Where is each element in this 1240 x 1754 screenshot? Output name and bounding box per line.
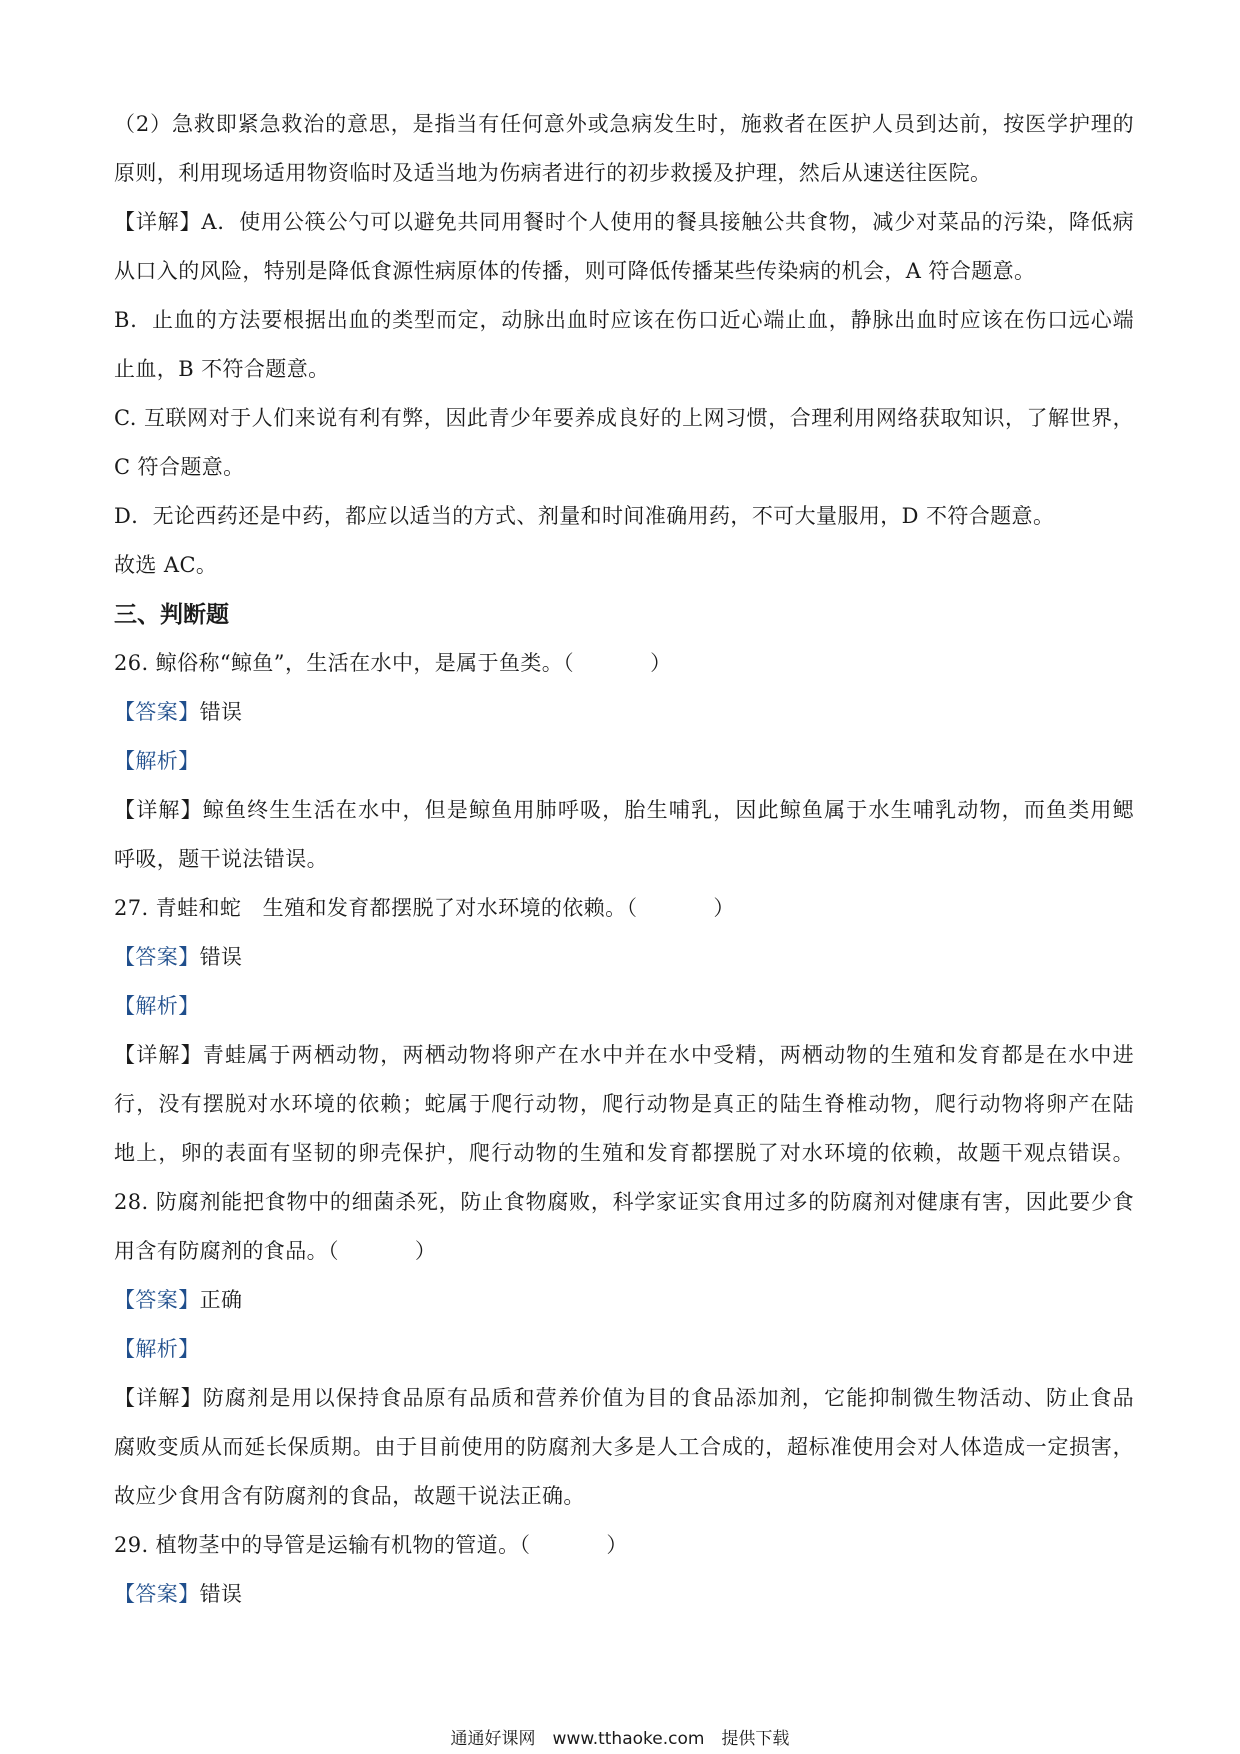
answer-label: 【答案】 [114,945,200,969]
question-28-stem-1: 28. 防腐剂能把食物中的细菌杀死，防止食物腐败，科学家证实食用过多的防腐剂对健康有害，因此要少食 [114,1190,1134,1214]
detail25-c-line-2: C 符合题意。 [114,455,245,479]
detail-label: 【详解】 [114,798,203,822]
question-28-text: 用含有防腐剂的食品。 [114,1239,328,1263]
question-27-analysis [114,982,1134,1031]
detail25-c-line-1: C. 互联网对于人们来说有利有弊，因此青少年要养成良好的上网习惯，合理利用网络获取知识，了解世界， [114,406,1134,430]
detail25-b-line-1: B．止血的方法要根据出血的类型而定，动脉出血时应该在伤口近心端止血，静脉出血时应该在伤口远心端 [114,308,1134,332]
detail-text: 鲸鱼终生生活在水中，但是鲸鱼用肺呼吸，胎生哺乳，因此鲸鱼属于水生哺乳动物，而鱼类用鳃 [202,798,1134,822]
question-26-detail-1 [114,786,1134,835]
question-28-detail-2: 腐败变质从而延长保质期。由于目前使用的防腐剂大多是人工合成的，超标准使用会对人体造成一定损害， [114,1435,1134,1459]
question-27-detail-2: 行，没有摆脱对水环境的依赖；蛇属于爬行动物，爬行动物是真正的陆生脊椎动物，爬行动物将卵产在陆 [114,1092,1134,1116]
analysis-label: 【解析】 [114,749,200,773]
detail-label: 【详解】 [114,1043,203,1067]
paren-open: （ [626,896,638,920]
paren-open: （ [563,651,575,675]
question-29-answer [114,1570,1134,1619]
paren-close: ） [713,896,735,920]
detail25-a-line-1 [114,198,1134,247]
detail-text: 防腐剂是用以保持食品原有品质和营养价值为目的食品添加剂，它能抑制微生物活动、防止食品 [202,1386,1134,1410]
question-28-detail-3: 故应少食用含有防腐剂的食品，故题干说法正确。 [114,1484,585,1508]
intro-line-2: 原则，利用现场适用物资临时及适当地为伤病者进行的初步救援及护理，然后从速送往医院。 [114,161,992,185]
question-26-analysis [114,737,1134,786]
question-28-detail-1 [114,1374,1134,1423]
answer-label: 【答案】 [114,700,200,724]
question-27-detail-3: 地上，卵的表面有坚韧的卵壳保护，爬行动物的生殖和发育都摆脱了对水环境的依赖，故题干观点错误。 [114,1141,1134,1165]
answer-value: 正确 [199,1288,243,1312]
detail-label: 【详解】 [114,1386,203,1410]
detail25-a-line-2: 从口入的风险，特别是降低食源性病原体的传播，则可降低传播某些传染病的机会，A 符合题意。 [114,259,1036,283]
question-28-answer [114,1276,1134,1325]
question-26-answer [114,688,1134,737]
paren-close: ） [414,1239,437,1263]
question-27-stem [114,884,1134,933]
question-26-stem [114,639,1134,688]
detail-text: 青蛙属于两栖动物，两栖动物将卵产在水中并在水中受精，两栖动物的生殖和发育都是在水中进 [202,1043,1134,1067]
question-27-detail-1 [114,1031,1134,1080]
intro-line-1: （2）急救即紧急救治的意思，是指当有任何意外或急病发生时，施救者在医护人员到达前，按医学护理的 [114,112,1134,136]
detail25-b-line-2: 止血，B 不符合题意。 [114,357,330,381]
answer-value: 错误 [199,700,243,724]
question-29-text: 29. 植物茎中的导管是运输有机物的管道。 [114,1533,520,1557]
document-body [114,100,1134,1619]
paren-open: （ [328,1239,339,1263]
section-title: 三、判断题 [114,601,229,628]
paren-open: （ [519,1533,531,1557]
detail25-conclusion: 故选 AC。 [114,553,218,577]
question-28-analysis [114,1325,1134,1374]
detail-label: 【详解】 [114,210,202,234]
question-27-text: 27. 青蛙和蛇 生殖和发育都摆脱了对水环境的依赖。 [114,896,627,920]
page-footer: 通通好课网 www.tthaoke.com 提供下载 [450,1729,790,1749]
question-28-stem-2 [114,1227,1134,1276]
question-26-text: 26. 鲸俗称“鲸鱼”，生活在水中，是属于鱼类。 [114,651,564,675]
question-29-stem [114,1521,1134,1570]
detail25-d-line-1: D．无论西药还是中药，都应以适当的方式、剂量和时间准确用药，不可大量服用，D 不符合题意。 [114,504,1055,528]
paren-close: ） [650,651,672,675]
answer-label: 【答案】 [114,1582,200,1606]
answer-value: 错误 [199,945,243,969]
paren-close: ） [606,1533,628,1557]
answer-label: 【答案】 [114,1288,200,1312]
question-26-detail-2: 呼吸，题干说法错误。 [114,847,328,871]
analysis-label: 【解析】 [114,994,200,1018]
option-a-text: A．使用公筷公勺可以避免共同用餐时个人使用的餐具接触公共食物，减少对菜品的污染，降低病 [201,210,1134,234]
question-27-answer [114,933,1134,982]
answer-value: 错误 [199,1582,243,1606]
analysis-label: 【解析】 [114,1337,200,1361]
